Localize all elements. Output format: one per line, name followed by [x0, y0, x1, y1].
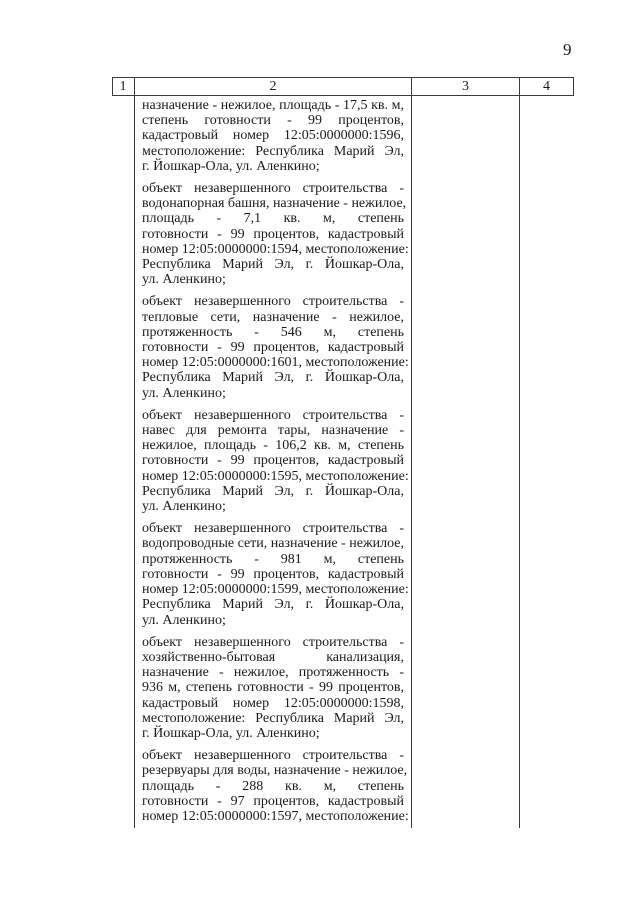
column-divider-2 [411, 77, 412, 828]
header-col-3: 3 [462, 79, 469, 94]
entry-line: номер 12:05:0000000:1599, местоположение: [142, 582, 409, 598]
entry-line: водонапорная башня, назначение - нежилое, [142, 196, 407, 212]
entry-line: объект незавершенного строительства - [142, 521, 404, 537]
table-top-border [112, 77, 574, 78]
entry-line: 936 м, степень готовности - 99 процентов, [142, 680, 404, 696]
entry-line: ул. Аленкино; [142, 612, 226, 628]
entry-line: г. Йошкар-Ола, ул. Аленкино; [142, 725, 320, 741]
entry-line: тепловые сети, назначение - нежилое, [142, 309, 404, 325]
entry-line: номер 12:05:0000000:1601, местоположение: [142, 355, 409, 371]
entry-line: нежилое, площадь - 106,2 кв. м, степень [142, 438, 404, 454]
entry-line: ул. Аленкино; [142, 499, 226, 515]
entry-line: объект незавершенного строительства - [142, 634, 404, 650]
header-col-2: 2 [269, 79, 277, 94]
entry-line: ул. Аленкино; [142, 385, 226, 401]
object-entry [142, 635, 404, 741]
entry-line: номер 12:05:0000000:1595, местоположение: [142, 468, 409, 484]
entry-line: Республика Марий Эл, г. Йошкар-Ола, [142, 257, 404, 273]
entry-line: степень готовности - 99 процентов, [142, 113, 404, 129]
entry-line: Республика Марий Эл, г. Йошкар-Ола, [142, 597, 404, 613]
object-entry [142, 98, 404, 174]
column-2-text [142, 98, 409, 831]
entry-line: местоположение: Республика Марий Эл, [142, 710, 404, 726]
header-col-4: 4 [543, 79, 550, 94]
entry-line: площадь - 7,1 кв. м, степень [142, 211, 404, 227]
object-entry [142, 407, 409, 515]
entry-line: ул. Аленкино; [142, 272, 226, 288]
entry-line: объект незавершенного строительства - [142, 748, 404, 764]
page-number: 9 [563, 40, 572, 59]
entry-line: объект незавершенного строительства - [142, 407, 404, 423]
entry-line: г. Йошкар-Ола, ул. Аленкино; [142, 158, 320, 174]
entry-line: готовности - 97 процентов, кадастровый [142, 793, 404, 809]
entry-line: кадастровый номер 12:05:0000000:1596, [142, 128, 404, 144]
entry-line: хозяйственно-бытовая канализация, [142, 649, 404, 665]
entry-line: готовности - 99 процентов, кадастровый [142, 226, 404, 242]
object-entry [142, 748, 409, 824]
object-entry [142, 521, 409, 628]
entry-line: протяженность - 981 м, степень [142, 551, 404, 567]
column-divider-1 [134, 77, 135, 828]
entry-line: навес для ремонта тары, назначение - [142, 423, 404, 439]
column-divider-3 [519, 77, 520, 828]
header-col-1: 1 [119, 79, 127, 94]
entry-line: номер 12:05:0000000:1597, местоположение: [142, 808, 409, 824]
entry-line: объект незавершенного строительства - [142, 294, 404, 310]
object-entry [142, 181, 409, 288]
entry-line: номер 12:05:0000000:1594, местоположение: [142, 241, 409, 257]
entry-line: местоположение: Республика Марий Эл, [142, 143, 404, 159]
object-entry [142, 294, 409, 401]
entry-line: объект незавершенного строительства - [142, 181, 404, 197]
entry-line: кадастровый номер 12:05:0000000:1598, [142, 695, 404, 711]
entry-line: Республика Марий Эл, г. Йошкар-Ола, [142, 370, 404, 386]
entry-line: водопроводные сети, назначение - нежилое, [142, 536, 405, 552]
entry-line: Республика Марий Эл, г. Йошкар-Ола, [142, 483, 404, 499]
entry-line: протяженность - 546 м, степень [142, 324, 404, 340]
entry-line: площадь - 288 кв. м, степень [142, 778, 404, 794]
entry-line: назначение - нежилое, протяженность - [142, 665, 404, 681]
entry-line: готовности - 99 процентов, кадастровый [142, 453, 404, 469]
entry-line: назначение - нежилое, площадь - 17,5 кв. м, [142, 98, 404, 113]
table-right-border [573, 77, 574, 96]
table-header-bottom-border [112, 95, 574, 96]
entry-line: готовности - 99 процентов, кадастровый [142, 566, 404, 582]
entry-line: готовности - 99 процентов, кадастровый [142, 340, 404, 356]
entry-line: резервуары для воды, назначение - нежилое, [142, 763, 408, 779]
